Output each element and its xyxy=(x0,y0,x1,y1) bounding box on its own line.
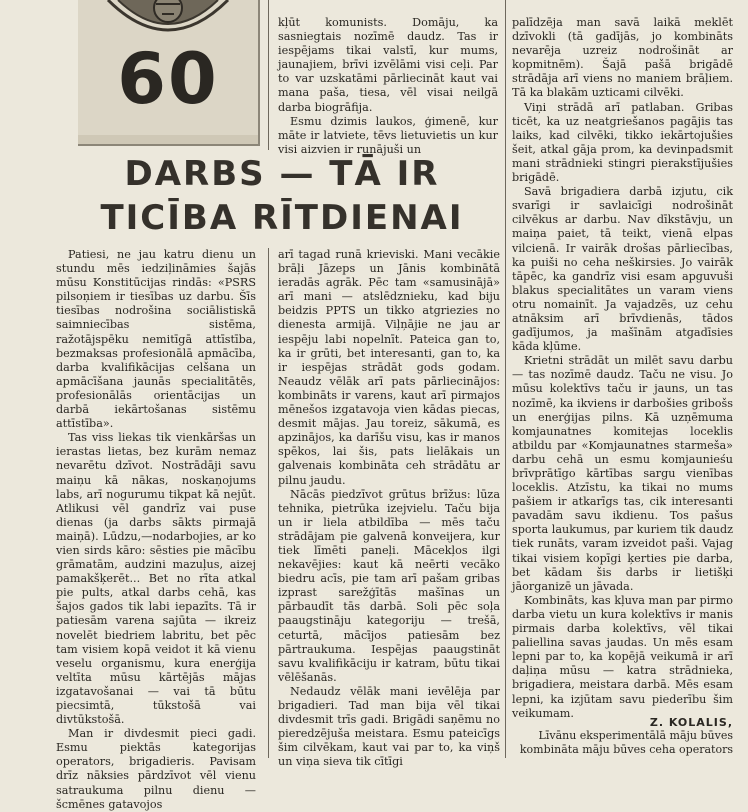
column-right xyxy=(512,16,733,758)
column-divider xyxy=(268,0,269,150)
headline-line-1: DARBS — TĀ IR xyxy=(124,154,440,194)
paragraph: Savā brigadiera darbā izjutu, cik svarīgi ir savlaicīgi nodrošināt cilvēkus ar darbu. Nav dīkstāvju, un maiņa paiet, tā teikt, vienā elpas vilcienā. Ir vairāk drošas pārliecības, ka puiši no ceha neškirsies. Jo vairāk tāpēc, ka gandrīz visi esam apguvuši blakus specialitātes un varam viens otru nomainīt. Ja vajadzēs, uz cehu atnāksim arī brīvdienās, tādos gadījumos, ja mašīnām atgadīsies kāda kļūme. xyxy=(512,185,733,354)
column-top-middle xyxy=(278,16,498,156)
column-divider xyxy=(268,248,269,758)
author-role: Līvānu eksperimentālā māju būves kombināta māju būves ceha operators xyxy=(519,729,733,756)
paragraph: palīdzēja man savā laikā meklēt dzīvokli (tā gadījās, jo kombināts nevarēja uzreiz nodrošināt ar kopmitnēm). Šajā pašā brigādē strādāja arī viens no maniem brāļiem. Tā ka blakām uzticami cilvēki. xyxy=(512,16,733,100)
column-left xyxy=(56,248,256,811)
paragraph: kļūt komunists. Domāju, ka sasniegtais nozīmē daudz. Tas ir iespējams tikai valstī, kur mums, jaunajiem, brīvi izvēlāmi visi ceļi. Par to var uzskatāmi pārliecināt kaut vai mana paša, tiesa, vēl visai neilgā darba biogrāfija. xyxy=(278,16,498,114)
anniversary-emblem xyxy=(78,0,260,146)
column-divider xyxy=(505,0,506,758)
paragraph: Man ir divdesmit pieci gadi. Esmu piektās kategorijas operators, brigadieris. Pavisam drīz nāksies pārdzīvot vēl vienu satraukuma pilnu dienu — šcmēnes gatavojos xyxy=(56,727,256,811)
headline-line-2: TICĪBA RĪTDIENAI xyxy=(100,198,464,238)
paragraph: Patiesi, ne jau katru dienu un stundu mēs iedziļināmies šajās mūsu Konstitūcijas rindās: «PSRS pilsoņiem ir tiesības uz darbu. Šīs tiesības nodrošina sociālistiskā saimniecības sistēma, ražotājspēku nemitīgā attīstība, bezmaksas profesionālā apmācība, darba kvalifikācijas celšana un apmācīšana jaunās specialitātēs, profesionālās orientācijas un darbā iekārtošanas sistēmu attīstība». xyxy=(56,248,256,431)
column-middle xyxy=(278,248,500,769)
author-signature xyxy=(512,716,733,756)
paragraph: Nedaudz vēlāk mani ievēlēja par brigadieri. Tad man bija vēl tikai divdesmit trīs gadi. Brigādi saņēmu no pieredzējuša meistara. Esmu pateicīgs šim cilvēkam, kaut vai par to, ka viņš un viņa sieva tik cītīgi xyxy=(278,684,500,769)
paragraph: Esmu dzimis laukos, ģimenē, kur māte ir latviete, tēvs lietuvietis un kur visi aizvien ir runājuši un xyxy=(278,114,498,156)
paragraph: Kombināts, kas kļuva man par pirmo darba vietu un kura kolektīvs ir manis pirmais darba kolektīvs, vēl tikai paliellina savas jaudas. Un mēs esam lepni par to, ka kopējā veikumā ir arī daļiņa mūsu — katra strādnieka, brigadiera, meistara darbā. Mēs esam lepni, ka izjūtam savu piederību šim veikumam. xyxy=(512,593,733,720)
paragraph: Viņi strādā arī patlaban. Gribas ticēt, ka uz neatgriešanos pagājis tas laiks, kad cilvēki, tikko iekārtojušies šeit, atkal gāja prom, ka devinpadsmit mani strādnieki stingri pierakstījušies brigādē. xyxy=(512,100,733,185)
author-name: Z. KOLALIS, xyxy=(649,716,733,729)
paragraph: arī tagad runā krieviski. Mani vecākie brāļi Jāzeps un Jānis kombinātā ieradās agrāk. Pēc tam «samusinājā» arī mani — atslēdznieku, kad biju beidzis PPTS un tikko atgriezies no dienesta armijā. Viļņājie ne jau ar iespēju labi nopelnīt. Pateica gan to, ka ir grūti, bet interesanti, gan to, ka ir iespējas strādāt gods godam. Neaudz vēlāk arī pats pārliecinājos: kombināts ir varens, kaut arī pirmajos mēnešos izgatavoja vien kādas piecas, desmit mājas. Jau toreiz, sākumā, es apzinājos, ka darīšu visu, kas ir manos spēkos, lai šis, pats lielākais un galvenais kombināta ceh strādātu ar pilnu jaudu. xyxy=(278,248,500,487)
paragraph: Krietni strādāt un milēt savu darbu — tas nozīmē daudz. Taču ne visu. Jo mūsu kolektīvs taču ir jauns, un tas nozīmē, ka ikviens ir darbošies gribošs un enerģijas pilns. Kā uzņēmuma komjaunatnes komitejas loceklis atbildu par «Komjaunatnes starmešа» darbu cehā un esmu komjaunieśu brīvprātīgo kārtības sargu vienības loceklis. Atzīstu, ka tikai no mums pašiem ir atkarīgs tas, cik interesanti pavadām savu ikdienu. Tos pašus sporta laukumus, par kuriem tik daudz tiek runāts, varam izveidot paši. Vajag tikai visiem kopīgi ķerties pie darba, bet kādam šis darbs ir lietišķi jāorganizē un jāvada. xyxy=(512,354,733,593)
article-headline xyxy=(62,152,502,240)
anniversary-number: 60 xyxy=(117,38,219,120)
paragraph: Tas viss liekas tik vienkāršas un ierastas lietas, bez kurām nemaz nevarētu dzīvot. Nostrādāji savu maiņu kā nākas, noskaņojums labs, arī nogurumu tikpat kā nejūt. Atlikusi vēl gandrīz vai puse dienas (ja darbs sākts pirmajā maiņā). Lūdzu,—nodarbojies, ar ko vien sirds kāro: sēsties pie mācību grāmatām, audzini mazuļus, aizej pamakšķerēt... Bet no rīta atkal pie pults, atkal darbs cehā, kas šajos gados tik labi iepazīts. Tā ir patiesām varena sajūta — ikreiz novelēt biedriem labritu, bet pēc tam visiem kopā veidot it kā vienu veselu organismu, kura enerģija veltīta mūsu kārtējās mājas izgatavošanai — vai tā būtu piecsimtā, tūkstošā vai divtūkstošā. xyxy=(56,431,256,727)
paragraph: Nācās piedzīvot grūtus brīžus: lūza tehnika, pietrūka izejvielu. Taču bija un ir liela atbildība — mēs taču strādājam pie galvenā konveijera, kur tiek līmēti paneļi. Mācekļos ilgi nekavējies: kaut kā neērti vecāko biedru acīs, pie tam arī pašam gribas izprast sarežģītās mašīnas un pārbaudīt tās darbā. Soli pēc soļa paaugstināju kategoriju — trešā, ceturtā, mācījos patiesām bez pārtraukuma. Iespējas paaugstināt savu kvalifikāciju ir katram, būtu tikai vēlēšanās. xyxy=(278,487,500,684)
